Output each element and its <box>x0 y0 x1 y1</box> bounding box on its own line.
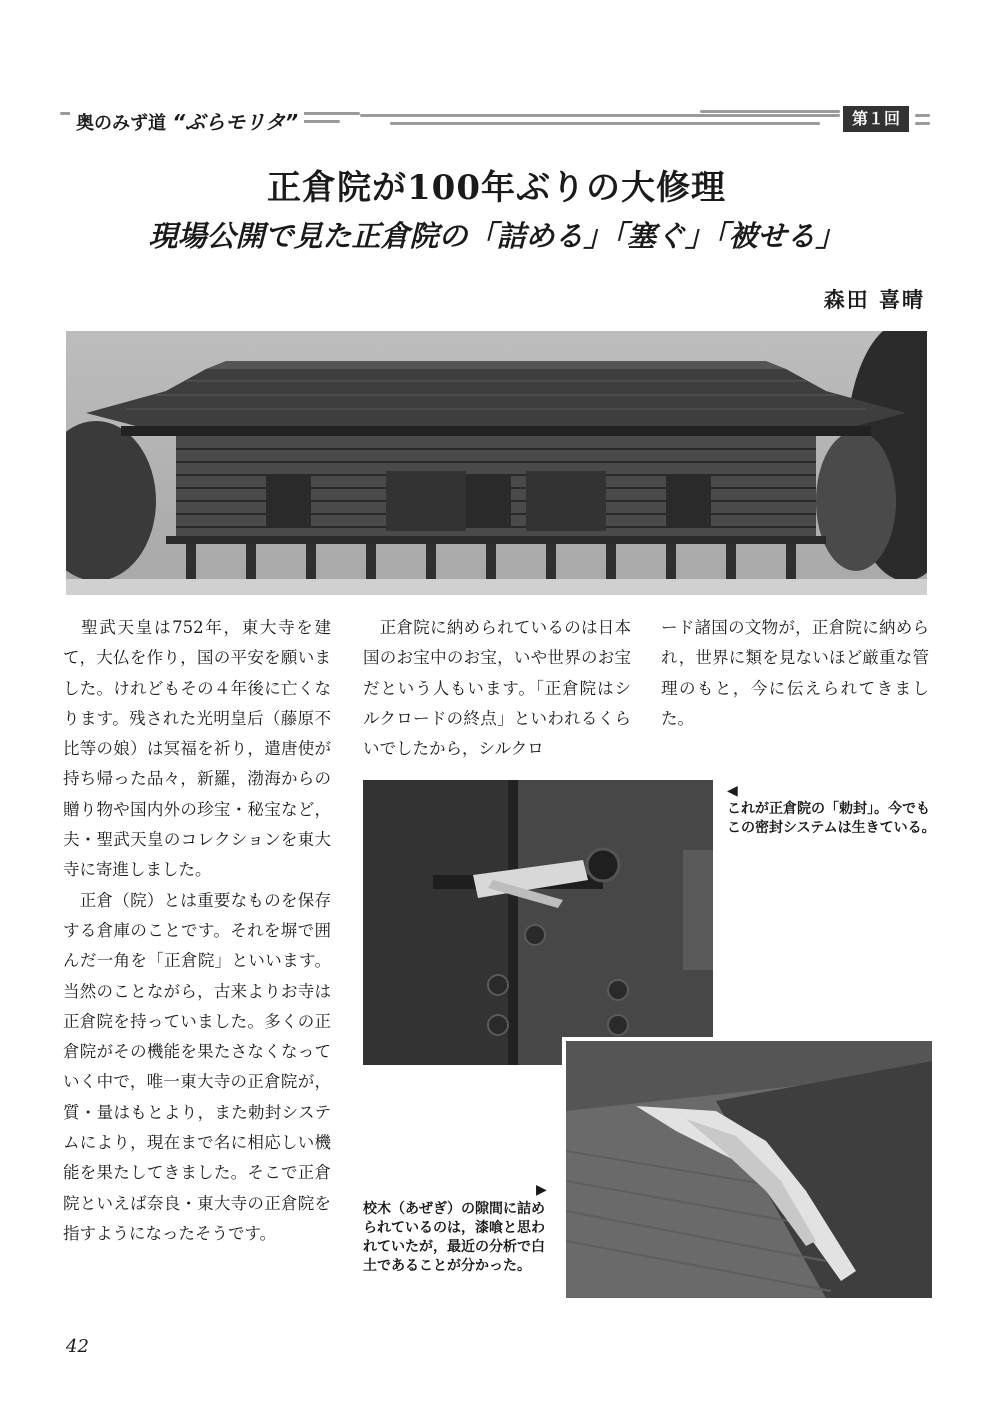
imperial-seal-photo <box>363 780 713 1065</box>
episode-badge: 第１回 <box>843 106 909 132</box>
series-nickname: “ぶらモリタ” <box>172 110 299 134</box>
seal-caption: これが正倉院の「勅封」。今でもこの密封システムは生きている。 <box>727 801 936 836</box>
series-name: 奥のみず道 <box>76 113 166 134</box>
article-subtitle: 現場公開で見た正倉院の「詰める」「塞ぐ」「被せる」 <box>148 219 845 253</box>
azegi-gap-photo <box>562 1037 932 1298</box>
article-title: 正倉院が100年ぶりの大修理 <box>267 168 726 208</box>
body-column-1: 聖武天皇は752年，東大寺を建て，大仏を作り，国の平安を願いました。けれどもその４年後に亡くなります。残された光明皇后（藤原不比等の娘）は冥福を祈り，遣唐使が持ち帰った品々，新羅，渤海からの贈り物や国内外の珍宝・秘宝など，夫・聖武天皇のコレクションを東大寺に寄進しました。 正倉（院）とは重要なものを保存する倉庫のことです。それを塀で囲んだ一角を「正倉院」といいます。当然のことながら，古来よりお寺は正倉院を持っていました。多くの正倉院がその機能を果たさなくなっていく中で，唯一東大寺の正倉院が，質・量はもとより，また勅封システムにより，現在まで名に相応しい機能を果たしてきました。そこで正倉院といえば奈良・東大寺の正倉院を指すようになったそうです。 <box>63 618 331 1243</box>
author-name: 森田 喜晴 <box>823 288 925 312</box>
body-column-2: 正倉院に納められているのは日本国のお宝中のお宝，いや世界のお宝だという人もいます。「正倉院はシルクロードの終点」といわれるくらいでしたから，シルクロ <box>363 618 631 759</box>
series-title <box>70 106 304 135</box>
caption-arrow-left-icon: ◀ <box>727 783 738 799</box>
page-number: 42 <box>66 1336 89 1357</box>
shosoin-building-photo <box>66 331 927 595</box>
gap-caption: 校木（あぜぎ）の隙間に詰められているのは，漆喰と思われていたが，最近の分析で白土であることが分かった。 <box>363 1201 545 1274</box>
body-column-3: ード諸国の文物が，正倉院に納められ，世界に類を見ないほど厳重な管理のもと，今に伝えられてきました。 <box>661 618 929 728</box>
caption-arrow-right-icon: ▶ <box>536 1182 547 1198</box>
